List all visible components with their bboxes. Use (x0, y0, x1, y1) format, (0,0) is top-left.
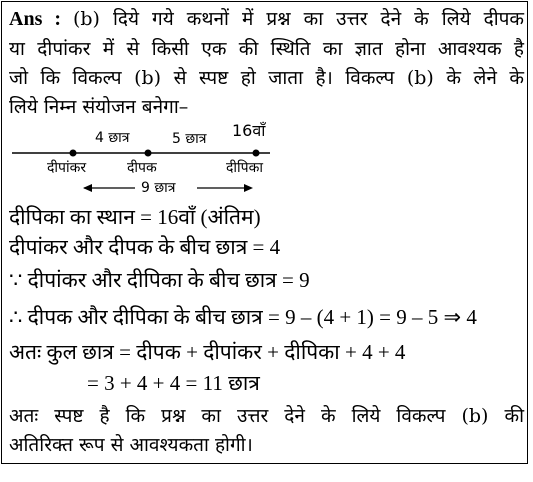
person-label-deepak: दीपक (127, 160, 157, 176)
answer-line-2: या दीपांकर में से किसी एक की स्थिति का ज्ञात होना आवश्यक है (9, 38, 524, 60)
step-total-formula: अतः कुल छात्र = दीपक + दीपांकर + दीपिका + 4 + 4 (9, 340, 406, 364)
step-between-deepankar-deepika: ∵ दीपांकर और दीपिका के बीच छात्र = 9 (9, 268, 310, 292)
gap-label-left: 4 छात्र (95, 130, 130, 146)
answer-line-1-text: (b) दिये गये कथनों में प्रश्न का उत्तर देने के लिये दीपक (72, 8, 525, 30)
span-arrow-right-head (244, 184, 253, 192)
span-arrow-left-head (83, 184, 92, 192)
position-dot-deepika (253, 150, 260, 157)
person-label-deepika: दीपिका (226, 160, 264, 176)
answer-prefix: Ans : (9, 8, 73, 30)
conclusion-line-1: अतः स्पष्ट है कि प्रश्न का उत्तर देने के लिये विकल्प (b) की (9, 405, 524, 427)
answer-line-4: लिये निम्न संयोजन बनेगा– (9, 96, 189, 118)
conclusion-line-2: अतिरिक्त रूप से आवश्यकता होगी। (9, 434, 253, 456)
answer-line-3: जो कि विकल्प (b) से स्पष्ट हो जाता है। विकल्प (b) के लेने के (9, 67, 524, 89)
step-between-deepankar-deepak: दीपांकर और दीपक के बीच छात्र = 4 (9, 235, 281, 259)
step-deepika-position: दीपिका का स्थान = 16वाँ (अंतिम) (9, 205, 261, 229)
span-total-label: 9 छात्र (141, 180, 176, 196)
person-label-deepankar: दीपांकर (47, 160, 87, 176)
rank-label: 16वाँ (232, 121, 266, 140)
step-between-deepak-deepika: ∴ दीपक और दीपिका के बीच छात्र = 9 – (4 + 1) = 9 – 5 ⇒ 4 (9, 305, 477, 329)
position-dot-deepak (145, 150, 152, 157)
step-total-result: = 3 + 4 + 4 = 11 छात्र (87, 371, 260, 395)
gap-label-right: 5 छात्र (172, 131, 207, 147)
position-dot-deepankar (70, 150, 77, 157)
